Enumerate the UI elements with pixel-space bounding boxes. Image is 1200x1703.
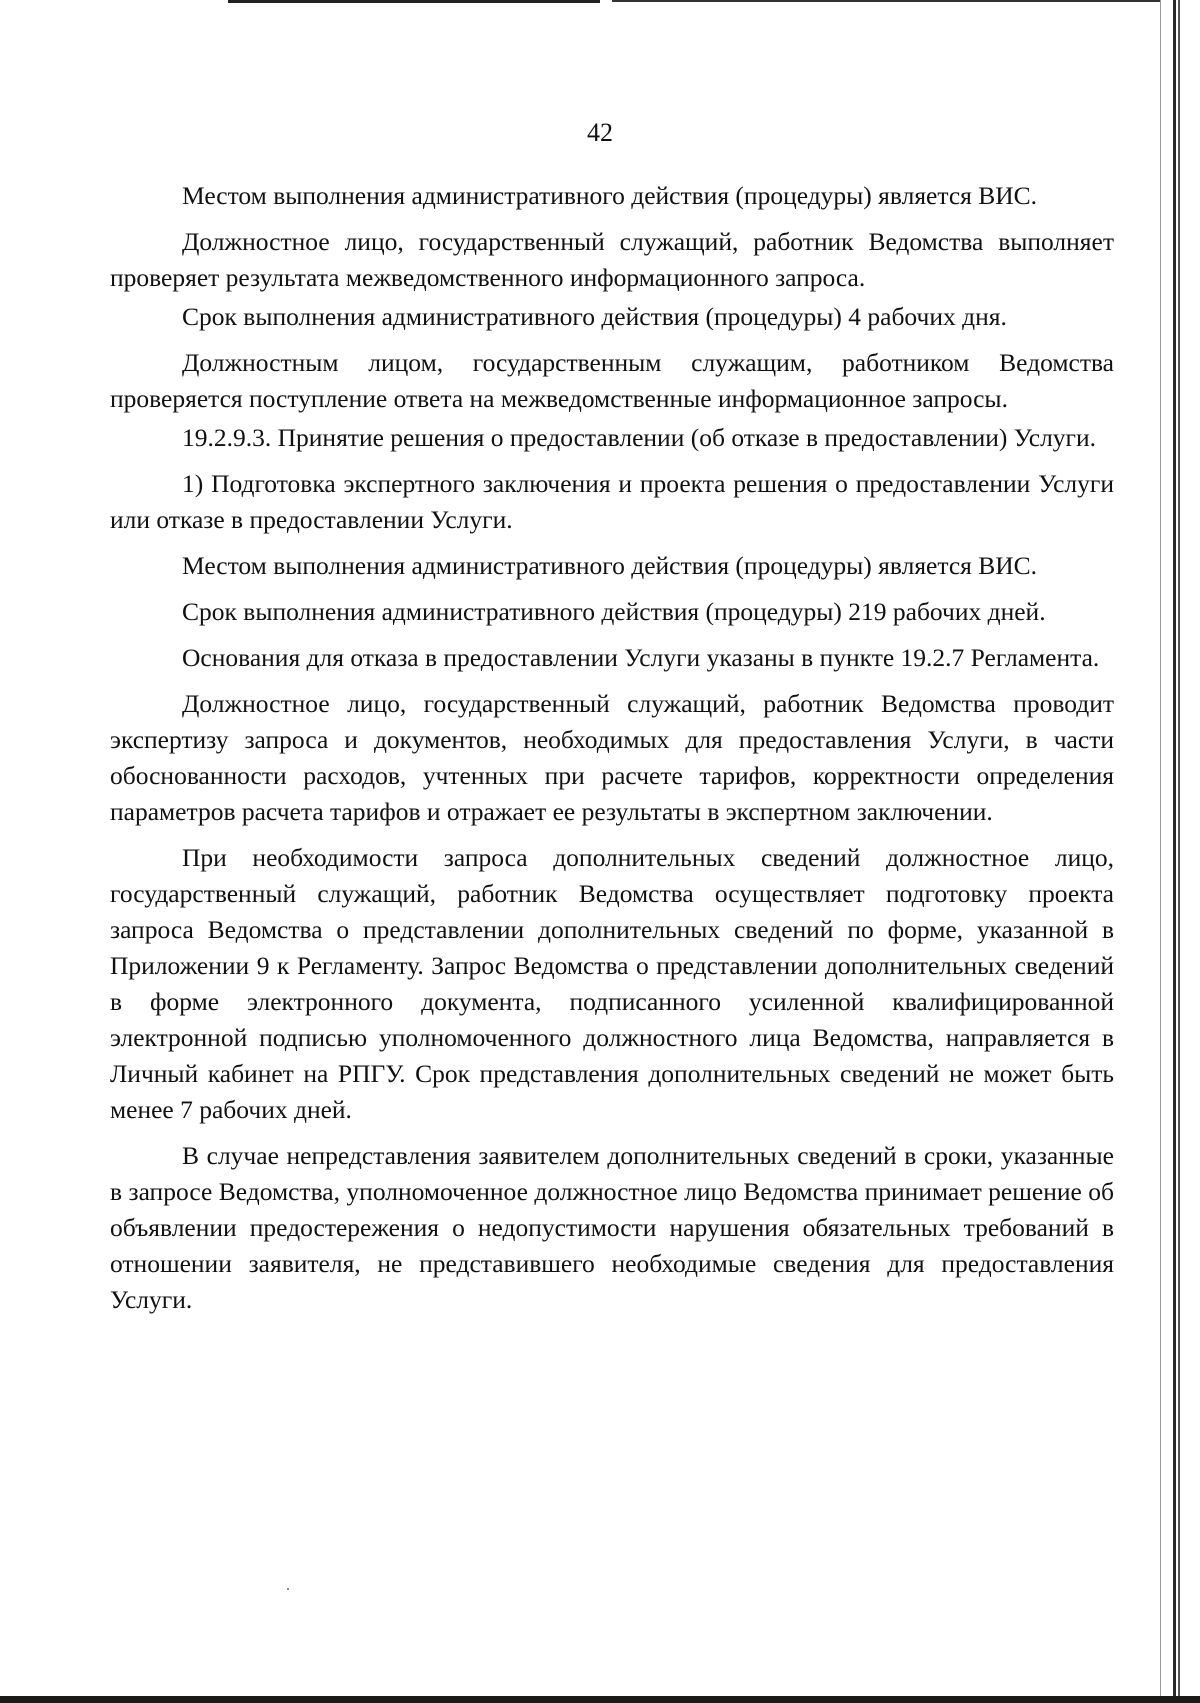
scan-speck [287,1588,289,1590]
scan-edge-right-inner [1160,0,1161,1703]
paragraph: 19.2.9.3. Принятие решения о предоставлении (об отказе в предоставлении) Услуги. [182,423,1097,452]
paragraph: При необходимости запроса дополнительных сведений должностное лицо, государственный служащий, работник Ведомства осуществляет подготовку проекта запроса Ведомства о представлении дополнительных сведений по форме, указанной в Приложении 9 к Регламенту. Запрос Ведомства о представлении дополнительных сведений в форме электронного документа, подписанного усиленной квалифицированной электронной подписью уполномоченного должностного лица Ведомства, направляется в Личный кабинет на РПГУ. Срок представления дополнительных сведений не может быть менее 7 рабочих дней. [110,843,1114,1124]
paragraph: Местом выполнения административного действия (процедуры) является ВИС. [182,551,1038,580]
page-number: 42 [587,118,613,147]
paragraph: Должностное лицо, государственный служащий, работник Ведомства проводит экспертизу запроса и документов, необходимых для предоставления Услуги, в части обоснованности расходов, учтенных при расчете тарифов, корректности определения параметров расчета тарифов и отражает ее результаты в экспертном заключении. [110,689,1114,826]
document-body [110,178,1114,1321]
paragraph: В случае непредставления заявителем дополнительных сведений в сроки, указанные в запросе Ведомства, уполномоченное должностное лицо Ведомства принимает решение об объявлении предостережения о недопустимости нарушения обязательных требований в отношении заявителя, не представившего необходимые сведения для предоставления Услуги. [110,1141,1114,1314]
paragraph: Срок выполнения административного действия (процедуры) 219 рабочих дней. [182,597,1046,626]
paragraph: Срок выполнения административного действия (процедуры) 4 рабочих дня. [182,302,1007,331]
scan-edge-right [1173,0,1176,1703]
paragraph: Должностным лицом, государственным служащим, работником Ведомства проверяется поступление ответа на межведомственные информационное запросы. [110,348,1114,413]
paragraph: Местом выполнения административного действия (процедуры) является ВИС. [182,181,1038,210]
scan-edge-bottom [0,1696,1200,1703]
scan-edge-top [228,0,600,3]
paragraph: Основания для отказа в предоставлении Услуги указаны в пункте 19.2.7 Регламента. [182,643,1100,672]
paragraph: Должностное лицо, государственный служащий, работник Ведомства выполняет проверяет результата межведомственного информационного запроса. [110,227,1114,292]
scan-edge-right-outer [1178,0,1180,1703]
paragraph: 1) Подготовка экспертного заключения и проекта решения о предоставлении Услуги или отказе в предоставлении Услуги. [110,469,1114,534]
scan-edge-top-right [612,0,1160,2]
